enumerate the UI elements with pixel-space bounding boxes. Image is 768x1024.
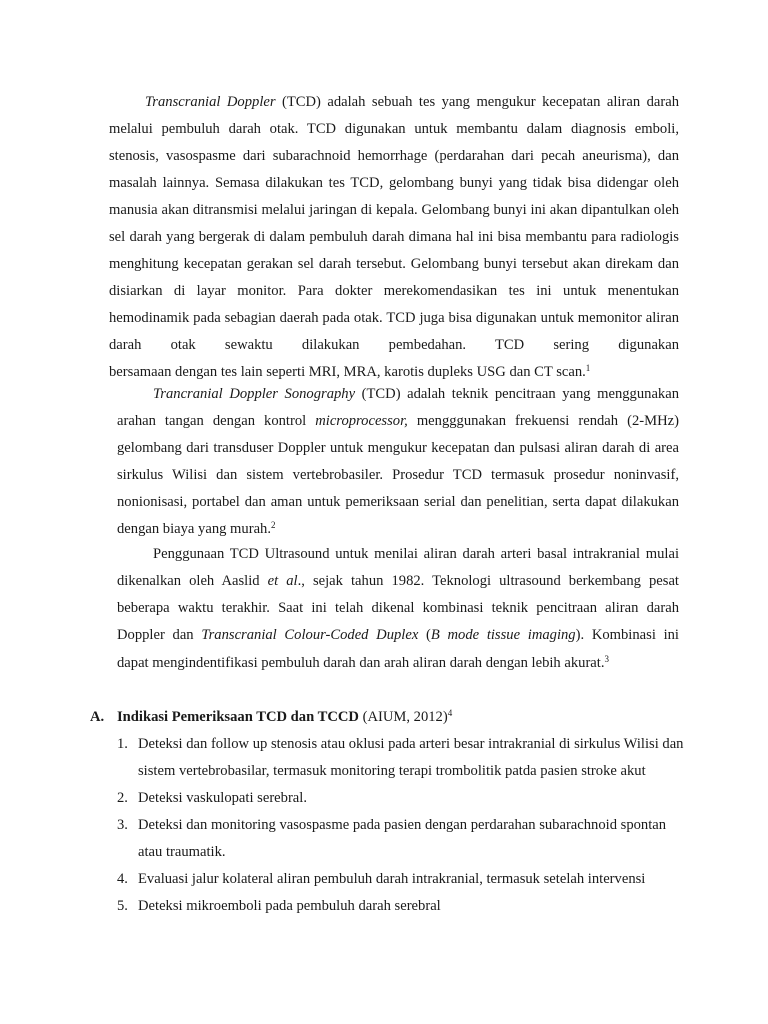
paragraph-text: (TCD) adalah sebuah tes yang mengukur kecepatan aliran darah melalui pembuluh darah otak. TCD digunakan untuk membantu dalam diagnosis emboli, stenosis, vasospasme dari subarachnoid hemorrhage (perdarahan dari pecah aneurisma), dan masalah lainnya. Semasa dilakukan tes TCD, gelombang bunyi yang tidak bisa didengar oleh manusia akan ditransmisi melalui jaringan di kepala. Gelombang bunyi ini akan dipantulkan oleh sel darah yang bergerak di dalam pembuluh darah dimana hal ini bisa membantu para radiologis menghitung kecepatan gerakan sel darah tersebut. Gelombang bunyi tersebut akan direkam dan disiarkan di layar monitor. Para dokter merekomendasikan tes ini untuk menentukan hemodinamik pada sebagian daerah pada otak. TCD juga bisa digunakan untuk memonitor aliran darah otak sewaktu dilakukan pembedahan. TCD sering digunakan — [109, 94, 679, 353]
list-item — [117, 893, 692, 920]
paragraph-tcd-ultrasound-last-line — [117, 650, 679, 677]
list-text: Deteksi dan monitoring vasospasme pada pasien dengan perdarahan subarachnoid spontan atau traumatik. — [138, 817, 667, 860]
list-text: Evaluasi jalur kolateral aliran pembuluh darah intrakranial, termasuk setelah intervensi — [138, 871, 646, 887]
paragraph-text: ., sejak tahun 1982. Teknologi ultrasound berkembang pesat beberapa waktu terakhir. Saat ini telah dikenal kombinasi teknik pencitraan aliran darah Doppler dan — [117, 573, 679, 643]
list-text: Deteksi dan follow up stenosis atau oklusi pada arteri besar intrakranial di sirkulus Wilisi dan sistem vertebrobasilar, termasuk monitoring terapi trombolitik patda pasien stroke akut — [138, 736, 684, 779]
list-text: Deteksi mikroemboli pada pembuluh darah serebral — [138, 898, 441, 914]
term-transcranial-doppler: Transcranial Doppler — [145, 94, 276, 110]
paragraph-text: (TCD) adalah teknik pencitraan yang menggunakan arahan tangan dengan kontrol — [117, 386, 679, 429]
paragraph-text: dapat mengindentifikasi pembuluh darah dan arah aliran darah dengan lebih akurat. — [117, 655, 605, 671]
term-et-al: et al — [267, 573, 298, 589]
footnote-ref: 4 — [447, 708, 453, 718]
list-item — [117, 812, 692, 866]
section-title: Indikasi Pemeriksaan TCD dan TCCD — [117, 709, 359, 725]
paragraph-tcd-definition — [109, 89, 679, 386]
paragraph-tcd-sonography-last-line — [117, 516, 679, 543]
list-number: 3. — [117, 817, 128, 833]
list-item — [117, 785, 692, 812]
list-text: Deteksi vaskulopati serebral. — [138, 790, 307, 806]
list-number: 1. — [117, 736, 128, 752]
term-trancranial-doppler-sonography: Trancranial Doppler Sonography — [153, 386, 356, 402]
footnote-ref: 3 — [604, 654, 609, 664]
list-item — [117, 731, 692, 785]
list-number: 2. — [117, 790, 128, 806]
list-number: 4. — [117, 871, 128, 887]
paragraph-text: Penggunaan TCD Ultrasound untuk menilai aliran darah arteri basal intrakranial mulai dikenalkan oleh Aaslid — [117, 546, 679, 589]
section-citation: (AIUM, 2012) — [358, 709, 448, 725]
paragraph-text: ). Kombinasi ini — [575, 627, 679, 643]
term-transcranial-colour-coded-duplex: Transcranial Colour-Coded Duplex — [201, 627, 419, 643]
paragraph-text: ( — [418, 627, 431, 643]
term-microprocessor: microprocessor, — [315, 413, 408, 429]
indication-list — [117, 731, 692, 920]
paragraph-text: mengggunakan frekuensi rendah (2-MHz) gelombang dari transduser Doppler untuk mengukur kecepatan dan pulsasi aliran darah di area sirkulus Wilisi dan sistem vertebrobasiler. Prosedur TCD termasuk prosedur noninvasif, nonionisasi, portabel dan aman untuk pemeriksaan serial dan penelitian, serta dapat dilakukan — [117, 413, 679, 510]
section-heading — [90, 704, 690, 731]
section-letter: A. — [90, 709, 105, 725]
list-number: 5. — [117, 898, 128, 914]
footnote-ref: 1 — [585, 363, 591, 373]
list-item — [117, 866, 692, 893]
paragraph-text: dengan biaya yang murah. — [117, 521, 271, 537]
term-b-mode-tissue-imaging: B mode tissue imaging — [430, 627, 576, 643]
paragraph-text: bersamaan dengan tes lain seperti MRI, MRA, karotis dupleks USG dan CT scan. — [109, 364, 586, 380]
footnote-ref: 2 — [271, 520, 276, 530]
